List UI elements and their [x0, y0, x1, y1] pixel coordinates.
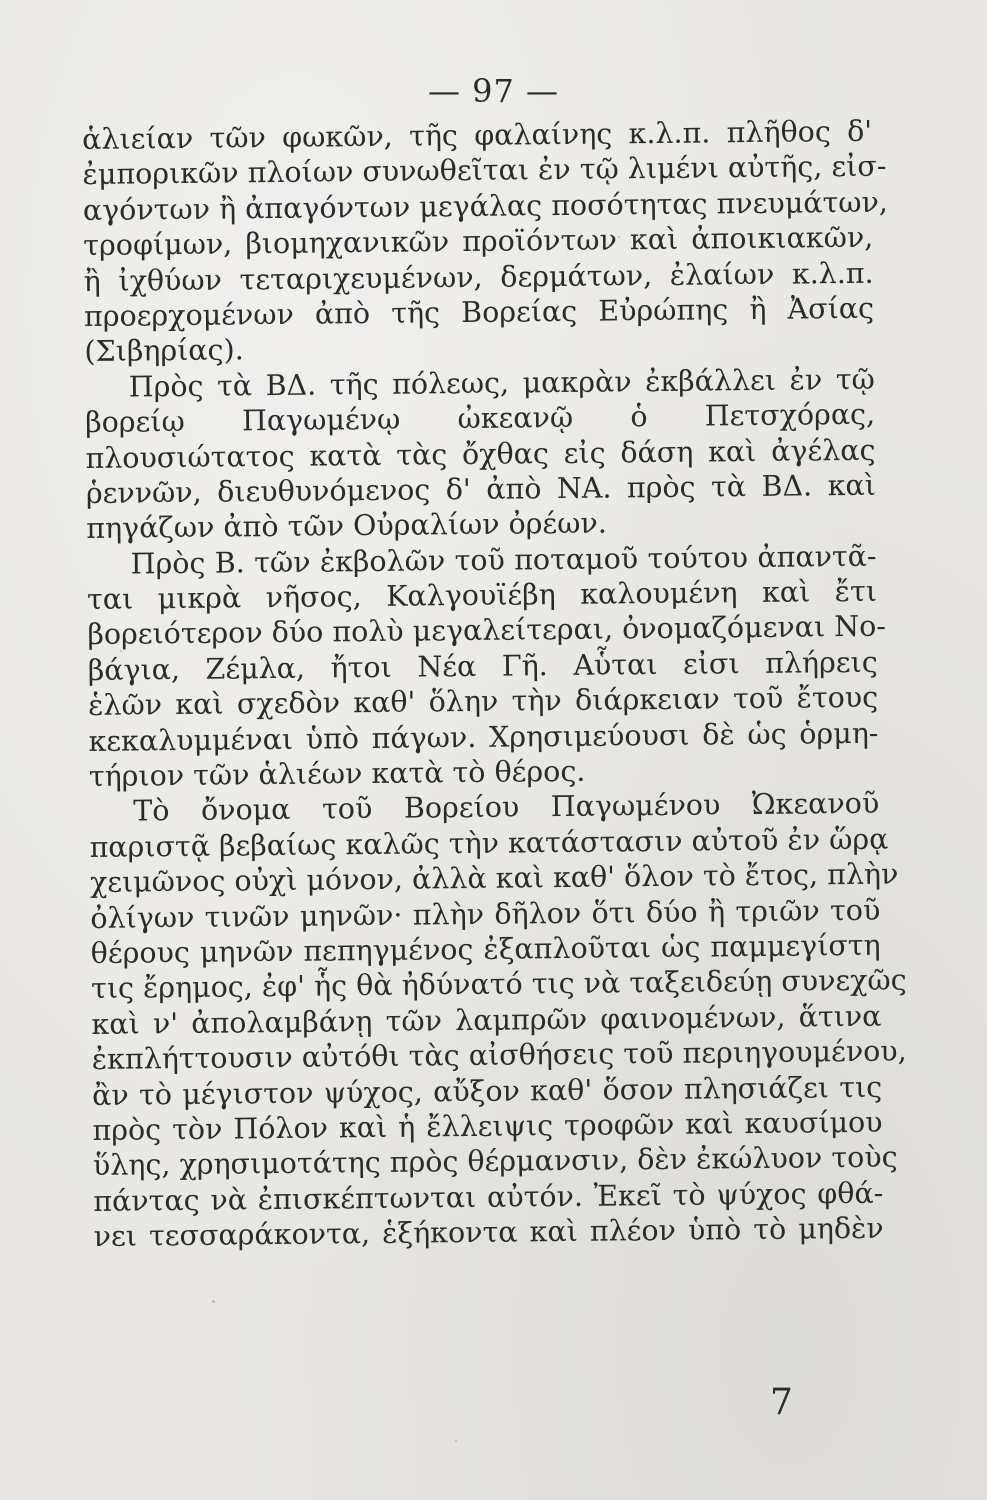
- text-line: πρὸς τὸν Πόλον καὶ ἡ ἔλλειψις τροφῶν καὶ καυσίμου: [92, 1105, 883, 1147]
- paragraph-start-line: Τὸ ὄνομα τοῦ Βορείου Παγωμένου Ὠκεανοῦ: [133, 787, 880, 828]
- text-line: ἑλῶν καὶ σχεδὸν καθ' ὅλην τὴν διάρκειαν τοῦ ἔτους: [87, 680, 879, 723]
- text-line: κεκαλυμμέναι ὑπὸ πάγων. Χρησιμεύουσι δὲ ὡς ὁρμη-: [88, 716, 879, 758]
- text-line: (Σιβηρίας).: [84, 333, 244, 369]
- text-line: πάντας νὰ ἐπισκέπτωνται αὐτόν. Ἐκεῖ τὸ ψύχος φθά-: [93, 1176, 884, 1218]
- text-line: αγόντων ἢ ἀπαγόντων μεγάλας ποσότητας πνευμάτων,: [82, 185, 889, 227]
- text-line: βάγια, Ζέμλα, ἤτοι Νέα Γῆ. Αὗται εἰσι πλήρεις: [87, 645, 878, 687]
- text-line: ἢ ἰχθύων τεταριχευμένων, δερμάτων, ἐλαίων κ.λ.π.: [83, 256, 874, 298]
- text-line: ὀλίγων τινῶν μηνῶν· πλὴν δῆλον ὅτι δύο ἢ τριῶν τοῦ: [90, 893, 881, 935]
- text-line: ἐμπορικῶν πλοίων συνωθεῖται ἐν τῷ λιμένι αὐτῆς, εἰσ-: [82, 149, 887, 192]
- text-line: τις ἔρημος, ἐφ' ἧς θὰ ἠδύνατό τις νὰ ταξειδεύῃ συνεχῶς: [90, 963, 907, 1006]
- paper-speck: [212, 1300, 215, 1303]
- text-line: θέρους μηνῶν πεπηγμένος ἐξαπλοῦται ὡς παμμεγίστη: [90, 928, 881, 970]
- body-text: [82, 114, 907, 1255]
- text-line: χειμῶνος οὐχὶ μόνον, ἀλλὰ καὶ καθ' ὅλον τὸ ἔτος, πλὴν: [89, 857, 899, 900]
- text-line: βορείῳ Παγωμένῳ ὠκεανῷ ὁ Πετσχόρας,: [84, 397, 876, 440]
- text-line: προερχομένων ἀπὸ τῆς Βορείας Εὐρώπης ἢ Ἀσίας: [83, 291, 875, 333]
- text-line: ται μικρὰ νῆσος, Καλγουϊέβη καλουμένη καὶ ἔτι: [86, 574, 878, 617]
- text-line: πηγάζων ἀπὸ τῶν Οὐραλίων ὀρέων.: [86, 506, 608, 546]
- text-line: ἂν τὸ μέγιστον ψύχος, αὔξον καθ' ὅσον πλησιάζει τις: [92, 1070, 883, 1112]
- signature-mark: 7: [770, 1382, 793, 1423]
- paper-speck: [618, 236, 620, 238]
- text-line: νει τεσσαράκοντα, ἑξήκοντα καὶ πλέον ὑπὸ τὸ μηδὲν: [93, 1211, 884, 1254]
- text-line: τροφίμων, βιομηχανικῶν προϊόντων καὶ ἀποικιακῶν,: [83, 220, 874, 263]
- text-line: καὶ ν' ἀπολαμβάνῃ τῶν λαμπρῶν φαινομένων, ἅτινα: [91, 999, 882, 1041]
- paragraph-start-line: Πρὸς Β. τῶν ἐκβολῶν τοῦ ποταμοῦ τούτου ἀπαντᾶ-: [130, 539, 877, 581]
- text-line: βορειότερον δύο πολὺ μεγαλείτεραι, ὀνομαζόμεναι Νο-: [87, 610, 887, 652]
- text-line: ἁλιείαν τῶν φωκῶν, τῆς φαλαίνης κ.λ.π. πλῆθος δ': [82, 114, 873, 156]
- text-line: τήριον τῶν ἁλιέων κατὰ τὸ θέρος.: [88, 754, 586, 793]
- text-line: πλουσιώτατος κατὰ τὰς ὄχθας εἰς δάση καὶ ἀγέλας: [85, 433, 876, 475]
- text-line: ὕλης, χρησιμοτάτης πρὸς θέρμανσιν, δὲν ἐκώλυον τοὺς: [92, 1140, 898, 1183]
- text-line: ἐκπλήττουσιν αὐτόθι τὰς αἰσθήσεις τοῦ περιηγουμένου,: [91, 1034, 907, 1077]
- text-line: παριστᾷ βεβαίως καλῶς τὴν κατάστασιν αὐτοῦ ἐν ὥρᾳ: [89, 822, 889, 864]
- paper-speck: [120, 650, 122, 652]
- page-number: — 97 —: [427, 72, 560, 110]
- paragraph-start-line: Πρὸς τὰ ΒΔ. τῆς πόλεως, μακρὰν ἐκβάλλει ἐν τῷ: [128, 362, 875, 404]
- paper-speck: [455, 1440, 457, 1442]
- text-line: ῥεννῶν, διευθυνόμενος δ' ἀπὸ ΝΑ. πρὸς τὰ ΒΔ. καὶ: [85, 468, 877, 510]
